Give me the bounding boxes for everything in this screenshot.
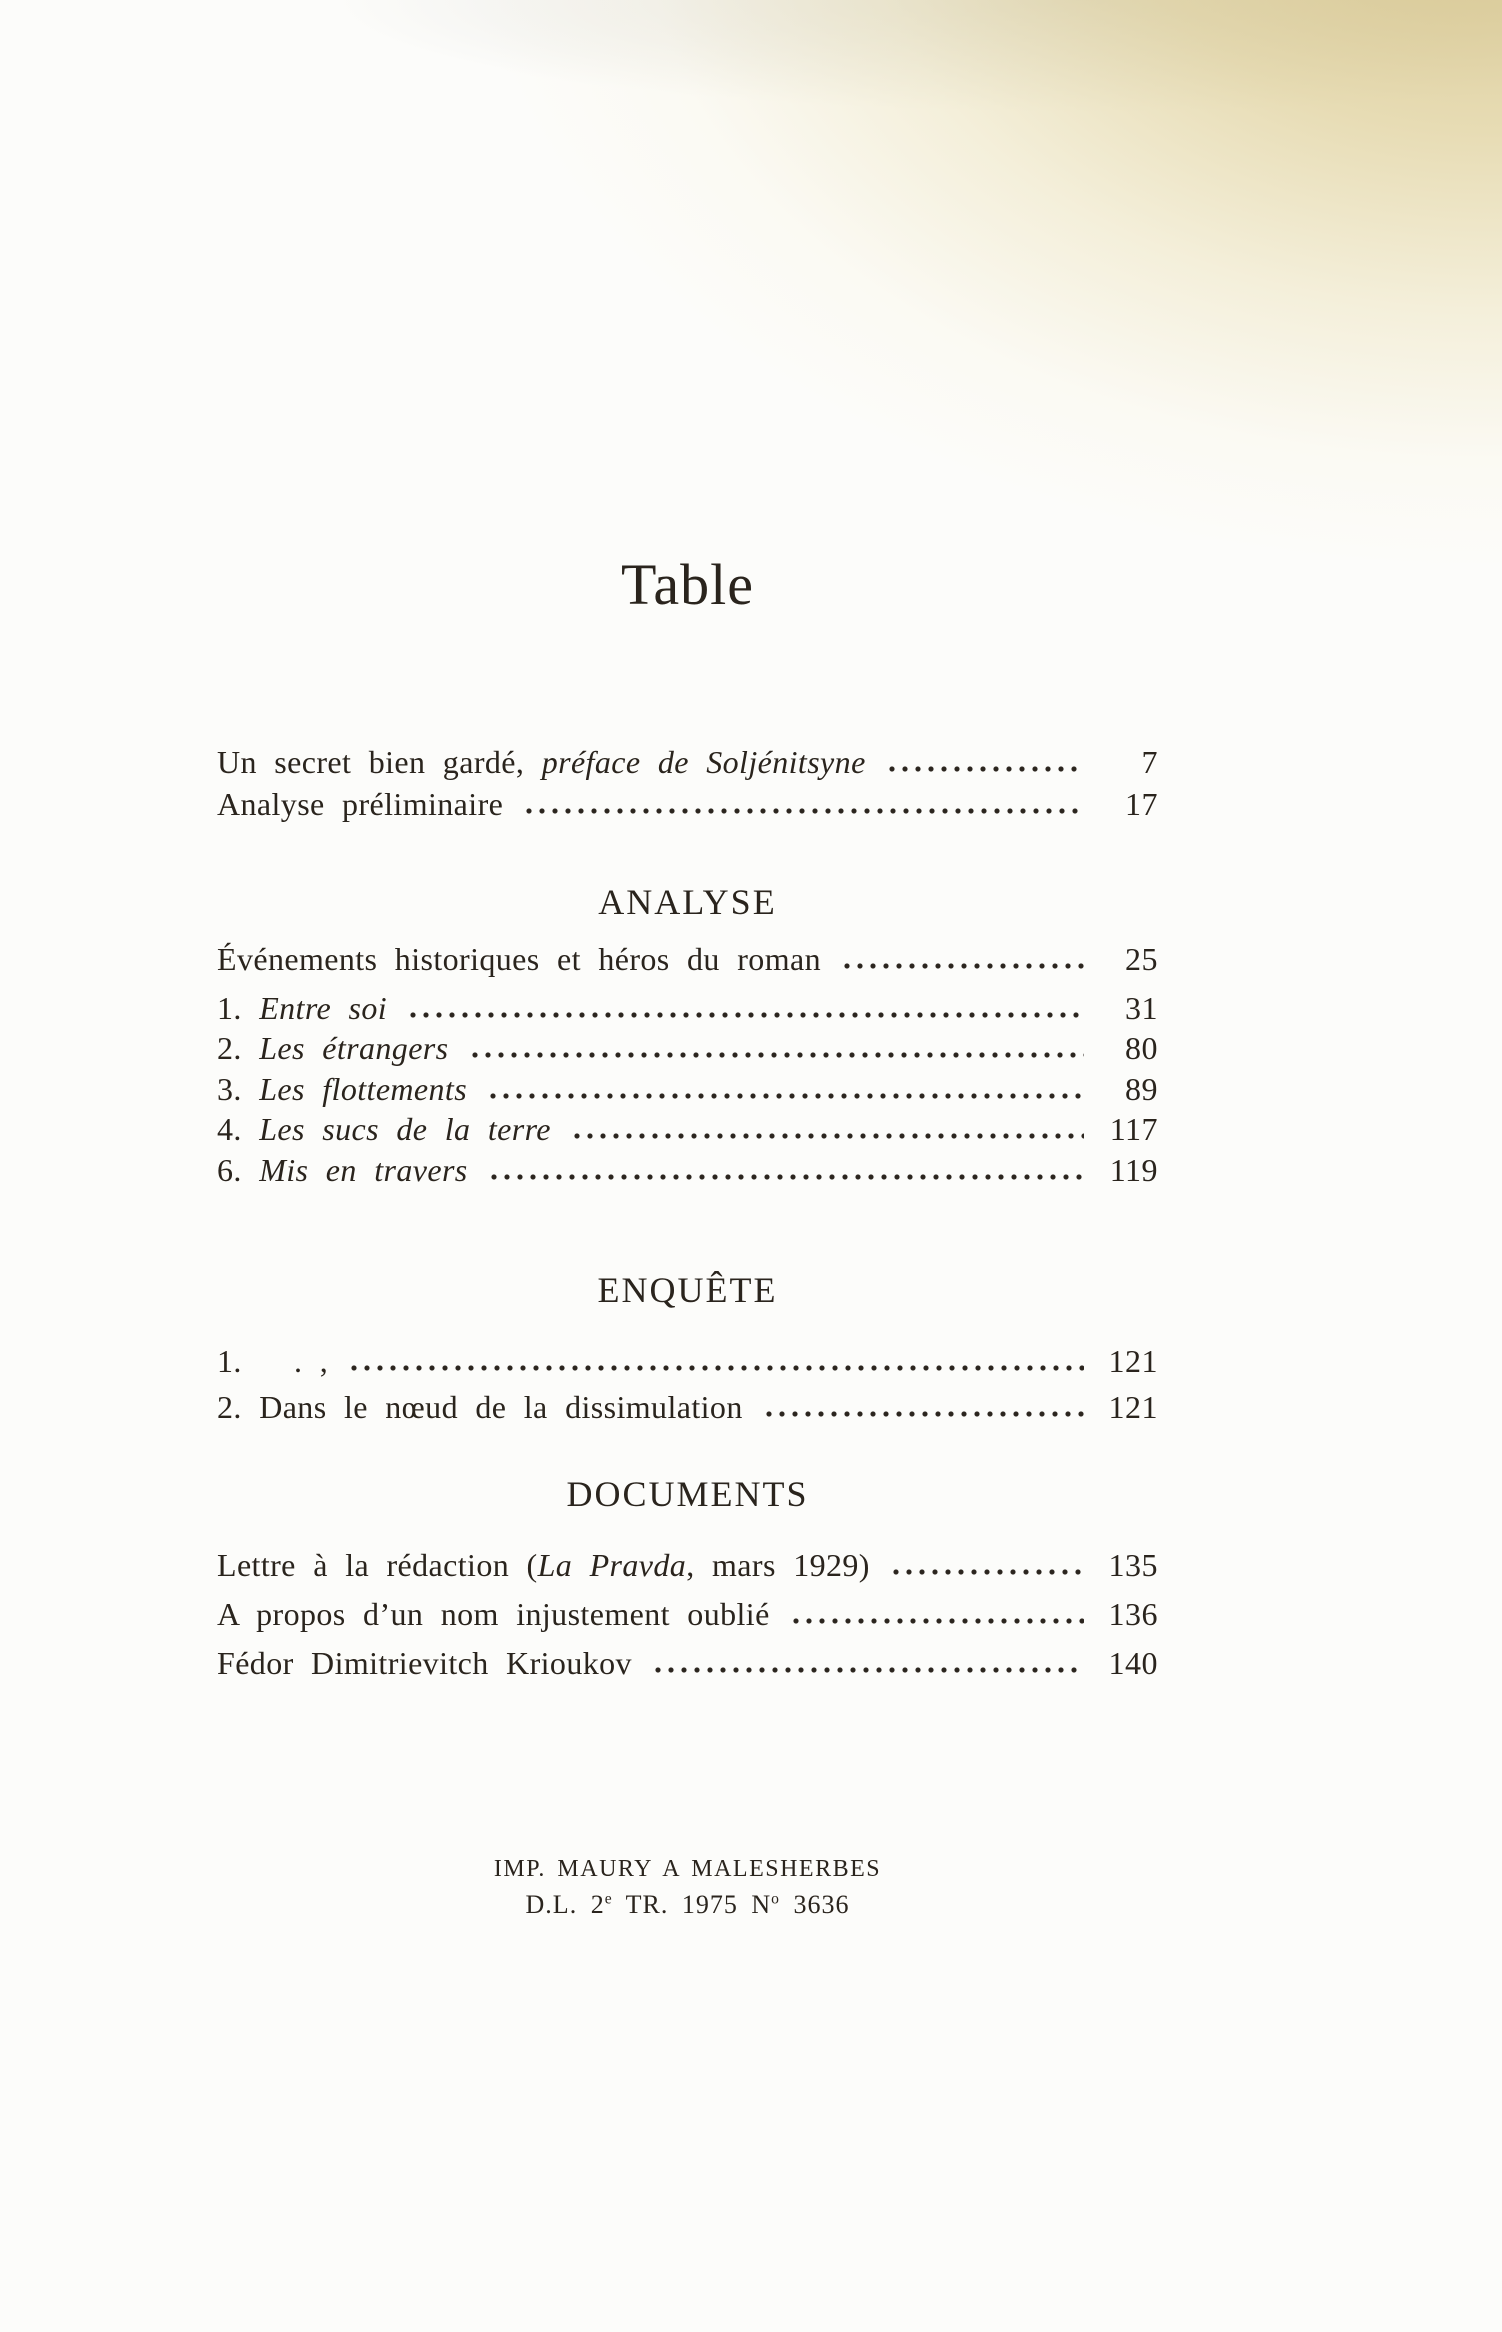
imprint-line1: IMP. MAURY A MALESHERBES — [493, 1856, 882, 1882]
toc-entry-label: Un secret bien gardé, préface de Soljénitsyne — [217, 744, 866, 780]
section-rows — [217, 741, 1158, 825]
toc-entry-label: 3. Les flottements — [217, 1070, 468, 1107]
page-number: 121 — [1108, 1389, 1158, 1425]
toc-row — [217, 783, 1158, 825]
page-number: 25 — [1125, 941, 1158, 977]
page-number: 80 — [1125, 1030, 1158, 1066]
toc-entry-label: A propos d’un nom injustement oublié — [217, 1596, 770, 1632]
toc-row — [217, 1150, 1158, 1191]
dot-leader — [763, 1410, 1084, 1418]
toc-row — [217, 988, 1158, 1029]
toc-row — [217, 741, 1158, 783]
toc-entry-label: 1. Entre soi — [217, 989, 388, 1026]
toc-row — [217, 939, 1158, 980]
dot-leader — [348, 1364, 1084, 1372]
section-heading: DOCUMENTS — [566, 1474, 809, 1514]
toc-row — [217, 1109, 1158, 1150]
dot-leader — [886, 765, 1084, 773]
toc-row — [217, 1384, 1158, 1430]
page-number: 17 — [1125, 786, 1158, 822]
page-number: 121 — [1108, 1343, 1158, 1379]
toc-entry-label: Analyse préliminaire — [217, 786, 504, 822]
page-number: 89 — [1125, 1070, 1158, 1107]
dot-leader — [571, 1132, 1084, 1140]
toc-entry-label: 2. Dans le nœud de la dissimulation — [217, 1389, 743, 1425]
dot-leader — [523, 807, 1084, 815]
page-number: 7 — [1141, 744, 1158, 780]
toc-entry-label: 4. Les sucs de la terre — [217, 1111, 551, 1147]
page-number: 31 — [1125, 989, 1158, 1026]
dot-leader — [469, 1051, 1084, 1059]
section-rows — [217, 1338, 1158, 1430]
dot-leader — [407, 1011, 1084, 1019]
section-rows — [217, 1541, 1158, 1688]
dot-leader — [487, 1092, 1084, 1100]
dot-leader — [790, 1617, 1084, 1625]
dot-leader — [488, 1173, 1084, 1181]
dot-leader — [890, 1568, 1084, 1576]
toc-entry-label: 2. Les étrangers — [217, 1030, 449, 1066]
toc-row — [217, 1028, 1158, 1069]
section-rows — [217, 939, 1158, 1190]
section-heading: ENQUÊTE — [597, 1270, 778, 1310]
toc-row — [217, 1590, 1158, 1639]
page-number: 140 — [1108, 1645, 1158, 1681]
page-number: 136 — [1108, 1596, 1158, 1632]
page-title: Table — [621, 552, 754, 617]
toc-row — [217, 1069, 1158, 1110]
page-number: 119 — [1109, 1151, 1158, 1188]
toc-row — [217, 1338, 1158, 1384]
toc-row — [217, 1541, 1158, 1590]
imprint-line2: D.L. 2e TR. 1975 $N^o$ 3636 — [525, 1890, 850, 1919]
toc-entry-label: 6. Mis en travers — [217, 1151, 468, 1188]
toc-row — [217, 1639, 1158, 1688]
imprint — [217, 1852, 1158, 1922]
page-number: 135 — [1108, 1547, 1158, 1583]
toc-entry-label: Événements historiques et héros du roman — [217, 941, 821, 977]
dot-leader — [652, 1666, 1084, 1674]
toc-entry-label: Lettre à la rédaction (La Pravda, mars 1929) — [217, 1547, 870, 1583]
toc-entry-label: 1. . , — [217, 1343, 329, 1379]
page-number: 117 — [1109, 1111, 1158, 1147]
toc-entry-label: Fédor Dimitrievitch Krioukov — [217, 1645, 632, 1681]
dot-leader — [841, 962, 1084, 970]
section-heading: ANALYSE — [598, 882, 777, 922]
